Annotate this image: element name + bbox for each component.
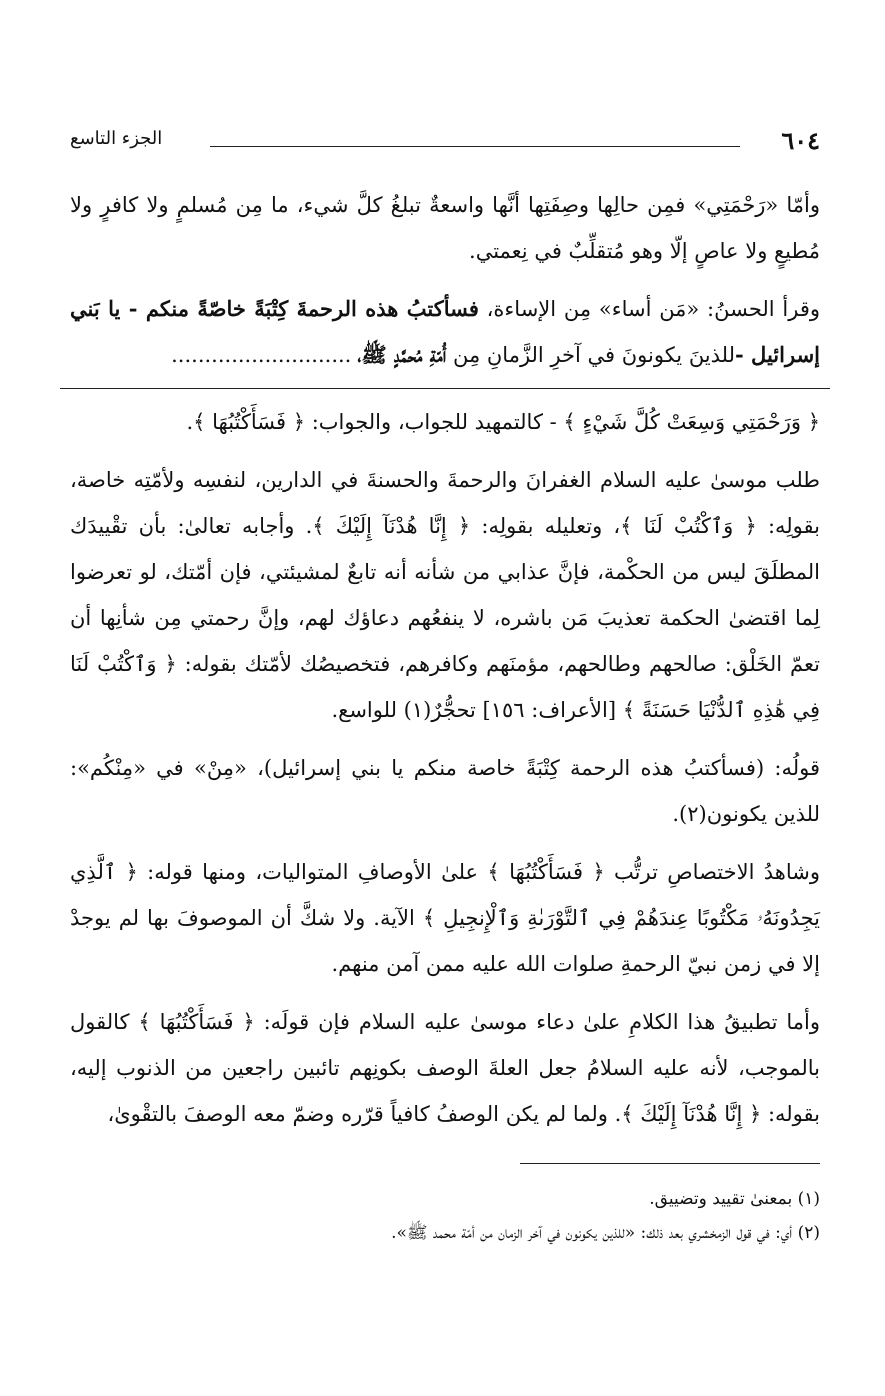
continuation-dots: ........................... [171,343,352,367]
main-paragraph-1: وأمّا «رَحْمَتِي» فمِن حالِها وصِفَتِها أنَّها واسعةٌ تبلغُ كلَّ شيء، ما مِن مُسلمٍ ولا كافرٍ ولا مُطيعٍ ولا عاصٍ إلّا وهو مُتقلِّبٌ في نِعمتي. [70,193,820,263]
commentary-paragraph-5: وأما تطبيقُ هذا الكلامِ علىٰ دعاء موسىٰ عليه السلام فإن قولَه: ﴿ فَسَأَكْتُبُهَا ﴾ كالقول بالموجب، لأنه عليه السلامُ جعل العلةَ الوصف بكونِهم تائبين راجعين من الذنوب إليه، بقوله: ﴿ إِنَّا هُدْنَآ إِلَيْكَ ﴾. ولما لم يكن الوصفُ كافياً قرّره وضمّ معه الوصفَ بالتقْوىٰ، [70,1010,820,1126]
main-text-section [70,182,820,378]
page-number: ٦٠٤ [781,126,820,155]
commentary-section [70,399,820,1137]
footnote-1: (١) بمعنىٰ تقييد وتضييق. [649,1189,820,1209]
section-separator [60,388,830,389]
commentary-paragraph-3: قولُه: (فسأكتبُ هذه الرحمة كِتْبَةً خاصة منكم يا بني إسرائيل)، «مِنْ» في «مِنْكُم»: للذين يكونون(٢). [70,756,820,826]
qiraa-rest: للذينَ يكونونَ في آخرِ الزَّمانِ مِن [452,343,736,367]
footnote-separator [520,1163,820,1164]
running-head: الجزء التاسع [70,128,163,149]
commentary-paragraph-4: وشاهدُ الاختصاصِ ترتُّب ﴿ فَسَأَكْتُبُهَا ﴾ علىٰ الأوصافِ المتواليات، ومنها قوله: ﴿ ٱلَّذِي يَجِدُونَهُۥ مَكْتُوبًا عِندَهُمْ فِي ٱلتَّوْرَىٰةِ وَٱلْإِنجِيلِ ﴾ الآية. ولا شكَّ أن الموصوفَ بها لم يوجدْ إلا في زمن نبيّ الرحمةِ صلوات الله عليه ممن آمن منهم. [70,860,820,976]
footnote-2: (٢) أي: في قول الزمخشري بعد ذلك: «للذين يكونون في آخر الزمان من أمّة محمد ﷺ». [391,1223,820,1243]
main-paragraph-2 [70,286,820,378]
header-rule [210,146,740,147]
qiraa-intro: وقرأ الحسنُ: «مَن أساء» مِن الإساءة، [486,297,820,321]
qiraa-bold-2: أُمّةِ مُحمَّدٍ ﷺ، [357,342,447,367]
footnotes [70,1182,820,1250]
commentary-paragraph-2: طلب موسىٰ عليه السلام الغفرانَ والرحمةَ والحسنةَ في الدارين، لنفسِه ولأمّتِه خاصة، بقولِه: ﴿ وَٱكْتُبْ لَنَا ﴾، وتعليله بقولِه: ﴿ إِنَّا هُدْنَآ إِلَيْكَ ﴾. وأجابه تعالىٰ: بأن تقْييدَك المطلَقَ ليس من الحكْمة، فإنَّ عذابي من شأنه أنه تابعٌ لمشيئتي، فإن أمّتك، لو تعرضوا لِما اقتضىٰ الحكمة تعذيبَ مَن باشره، لا ينفعُهم دعاؤك لهم، وإنَّ رحمتي مِن شأنِها أن تعمّ الخَلْق: صالحهم وطالحهم، مؤمنَهم وكافرهم، فتخصيصُك لأمّتك بقوله: ﴿ وَٱكْتُبْ لَنَا فِي هَٰذِهِ ٱلدُّنْيَا حَسَنَةً ﴾ [الأعراف: ١٥٦] تحجُّرٌ(١) للواسع. [70,468,820,722]
qiraa-bold-1: فسأكتبُ هذه الرحمةَ كِتْبَةً خاصّةً منكم - يا بَني إسرائيل - [70,296,820,367]
book-page [70,120,820,1250]
page-header [70,120,820,160]
commentary-paragraph-1: ﴿ وَرَحْمَتِي وَسِعَتْ كُلَّ شَيْءٍ ﴾ - كالتمهيد للجواب، والجواب: ﴿ فَسَأَكْتُبُهَا ﴾. [186,410,820,434]
